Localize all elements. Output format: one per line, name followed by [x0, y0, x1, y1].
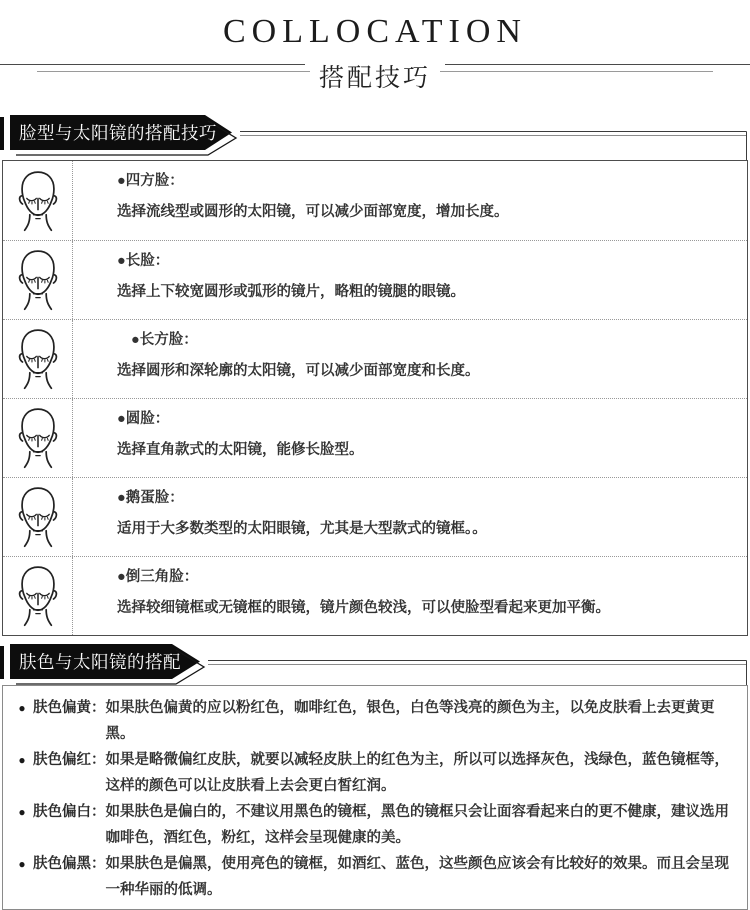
skin-tone-label: 肤色偏红： — [33, 752, 106, 768]
square-face-icon — [12, 170, 64, 232]
table-row — [3, 477, 747, 556]
face-shape-label: ●长脸： — [117, 253, 170, 269]
skin-tone-tip: 如果肤色是偏白的，不建议用黑色的镜框，黑色的镜框只会让面容看起来白的更不健康，建议选用咖啡色，酒红色，粉红，这样会呈现健康的美。 — [105, 804, 729, 846]
face-shape-tip: 选择圆形和深轮廓的太阳镜，可以减少面部宽度和长度。 — [117, 363, 480, 379]
round-face-icon — [12, 407, 64, 469]
bullet-icon: ● — [18, 753, 26, 767]
skin-tone-label: 肤色偏白： — [33, 804, 106, 820]
page-title: COLLOCATION — [223, 13, 527, 50]
banner-left-notch — [0, 646, 4, 679]
table-row — [3, 319, 747, 398]
skin-tone-tip: 如果肤色是偏黑，使用亮色的镜框，如酒红、蓝色，这些颜色应该会有比较好的效果。而且会呈现一种华丽的低调。 — [105, 856, 729, 898]
face-shape-tip: 选择流线型或圆形的太阳镜，可以减少面部宽度，增加长度。 — [117, 204, 509, 220]
subtitle-row — [0, 56, 750, 92]
face-shape-tip: 选择较细镜框或无镜框的眼镜，镜片颜色较浅，可以使脸型看起来更加平衡。 — [117, 600, 610, 616]
bullet-icon: ● — [18, 857, 26, 871]
collocation-infographic — [0, 12, 750, 910]
face-shape-tip: 适用于大多数类型的太阳眼镜，尤其是大型款式的镜框。。 — [117, 521, 487, 537]
row-text-cell — [73, 478, 747, 556]
skin-section-banner — [0, 643, 750, 689]
row-text-cell — [73, 161, 747, 240]
face-shape-tip: 选择直角款式的太阳镜，能修长脸型。 — [117, 442, 364, 458]
table-row — [3, 556, 747, 635]
face-icon-cell — [3, 557, 73, 635]
face-shape-table — [2, 160, 748, 636]
face-icon-cell — [3, 161, 73, 240]
skin-section-banner-title: 肤色与太阳镜的搭配 — [19, 652, 181, 672]
skin-tone-tips-box — [2, 685, 748, 910]
list-item — [11, 851, 735, 903]
bullet-icon: ● — [18, 701, 26, 715]
bullet-icon: ● — [18, 805, 26, 819]
face-icon-cell — [3, 478, 73, 556]
face-shape-label: ●圆脸： — [117, 411, 170, 427]
face-icon-cell — [3, 399, 73, 477]
face-icon-cell — [3, 241, 73, 319]
banner-left-notch — [0, 117, 4, 150]
page-subtitle: 搭配技巧 — [318, 64, 431, 92]
list-item — [11, 799, 735, 851]
skin-tone-label: 肤色偏黑： — [33, 856, 106, 872]
list-item — [11, 747, 735, 799]
table-row — [3, 240, 747, 319]
row-text-cell — [73, 241, 747, 319]
row-text-cell — [73, 399, 747, 477]
row-text-cell — [73, 557, 747, 635]
face-section-banner-title: 脸型与太阳镜的搭配技巧 — [19, 123, 217, 143]
divider-line — [445, 64, 750, 65]
skin-tone-tip: 如果是略微偏红皮肤，就要以减轻皮肤上的红色为主，所以可以选择灰色，浅绿色，蓝色镜框等，这样的颜色可以让皮肤看上去会更白皙红润。 — [105, 752, 729, 794]
oval-face-icon — [12, 486, 64, 548]
face-icon-cell — [3, 320, 73, 398]
long-face-icon — [12, 249, 64, 311]
rectangular-face-icon — [12, 328, 64, 390]
inverted-triangle-face-icon — [12, 565, 64, 627]
row-text-cell — [73, 320, 747, 398]
table-row — [3, 161, 747, 240]
divider-line — [440, 71, 713, 72]
list-item — [11, 695, 735, 747]
face-shape-label: ●四方脸： — [117, 173, 184, 189]
face-shape-label: ●长方脸： — [131, 332, 198, 348]
face-section-banner — [0, 114, 750, 160]
face-shape-tip: 选择上下较宽圆形或弧形的镜片，略粗的镜腿的眼镜。 — [117, 284, 465, 300]
face-shape-label: ●倒三角脸： — [117, 569, 199, 585]
table-row — [3, 398, 747, 477]
skin-tone-tip: 如果肤色偏黄的应以粉红色，咖啡红色，银色，白色等浅亮的颜色为主，以免皮肤看上去更黄更黑。 — [105, 700, 715, 742]
face-shape-label: ●鹅蛋脸： — [117, 490, 184, 506]
skin-tone-label: 肤色偏黄： — [33, 700, 106, 716]
